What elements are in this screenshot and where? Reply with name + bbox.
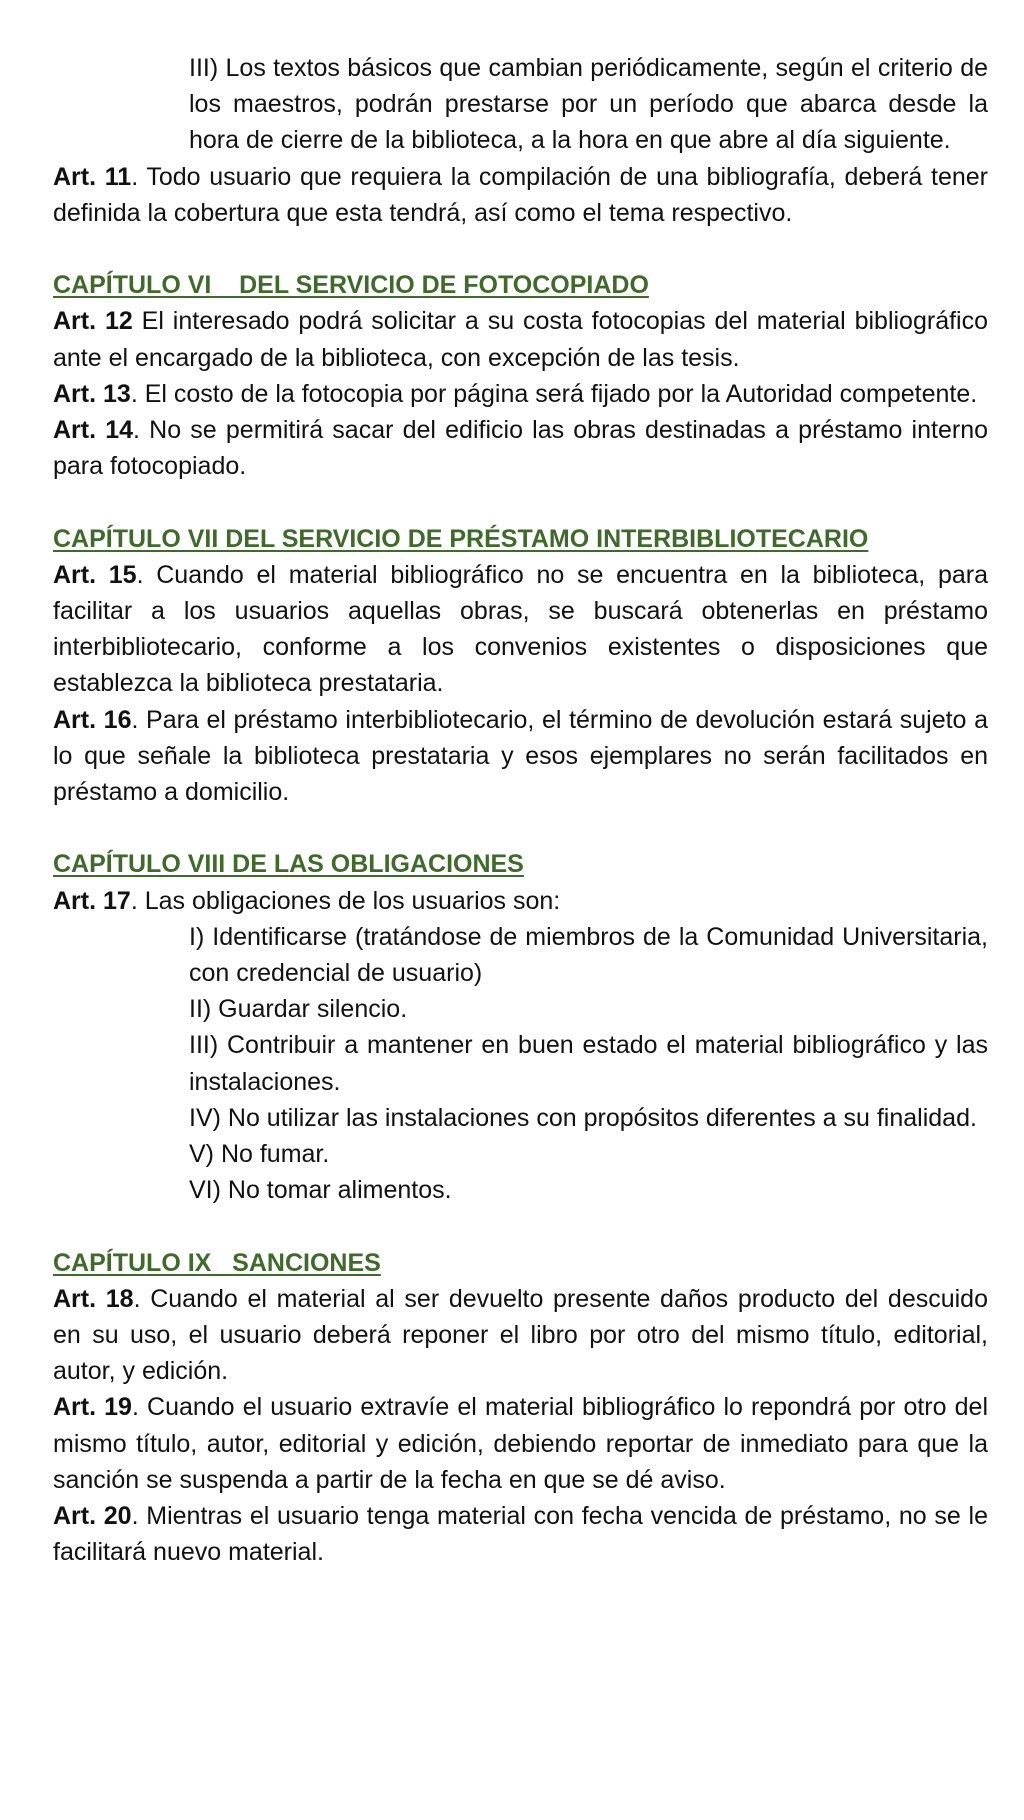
article-text: El interesado podrá solicitar a su costa fotocopias del material bibliográfico ante el encargado de la biblioteca, con excepción de las tesis. [53, 307, 988, 372]
article-label: Art. 20 [53, 1502, 132, 1531]
article-11 [53, 159, 988, 231]
article-text: . Todo usuario que requiera la compilación de una bibliografía, deberá tener definida la cobertura que esta tendrá, así como el tema respectivo. [53, 162, 988, 227]
list-item: IV) No utilizar las instalaciones con propósitos diferentes a su finalidad. [189, 1103, 977, 1132]
spacer [53, 1208, 988, 1244]
article-14 [53, 412, 988, 484]
article-label: Art. 17 [53, 886, 131, 915]
article-label: Art. 19 [53, 1393, 132, 1422]
list-item: III) Contribuir a mantener en buen estado el material bibliográfico y las instalaciones. [189, 1031, 988, 1096]
article-label: Art. 12 [53, 307, 133, 336]
chapter-heading-vii: CAPÍTULO VII DEL SERVICIO DE PRÉSTAMO INTERBIBLIOTECARIO [53, 524, 869, 553]
article-12 [53, 303, 988, 375]
article-13 [53, 376, 988, 412]
article-19 [53, 1389, 988, 1498]
chapter-heading-vi: CAPÍTULO VI DEL SERVICIO DE FOTOCOPIADO [53, 271, 649, 300]
article-label: Art. 11 [53, 162, 132, 191]
article-text: . Mientras el usuario tenga material con fecha vencida de préstamo, no se le facilitará nuevo material. [53, 1502, 988, 1567]
article-label: Art. 15 [53, 560, 137, 589]
article-label: Art. 18 [53, 1284, 134, 1313]
article-label: Art. 14 [53, 416, 134, 445]
spacer [53, 484, 988, 520]
list-item: I) Identificarse (tratándose de miembros de la Comunidad Universitaria, con credencial de usuario) [189, 922, 988, 988]
article-label: Art. 13 [53, 379, 131, 408]
chapter-heading-ix: CAPÍTULO IX SANCIONES [53, 1248, 381, 1277]
article-18 [53, 1281, 988, 1390]
chapter-heading-viii: CAPÍTULO VIII DE LAS OBLIGACIONES [53, 850, 524, 879]
article-17 [53, 883, 988, 919]
list-item: V) No fumar. [189, 1140, 330, 1169]
article-text: . Cuando el usuario extravíe el material bibliográfico lo repondrá por otro del mismo título, autor, editorial y edición, debiendo reportar de inmediato para que la sanción se suspenda a partir de la fecha en que se dé aviso. [53, 1393, 988, 1494]
article-20 [53, 1498, 988, 1570]
list-item: III) Los textos básicos que cambian periódicamente, según el criterio de los maestros, podrán prestarse por un período que abarca desde la hora de cierre de la biblioteca, a la hora en que abre al día siguiente. [189, 54, 988, 155]
article-text: . No se permitirá sacar del edificio las obras destinadas a préstamo interno para fotocopiado. [53, 416, 989, 481]
spacer [53, 231, 988, 267]
article-text: . Cuando el material bibliográfico no se encuentra en la biblioteca, para facilitar a los usuarios aquellas obras, se buscará obtenerlas en préstamo interbibliotecario, conforme a los convenios existentes o disposiciones que establezca la biblioteca prestataria. [53, 560, 988, 698]
article-text: . Las obligaciones de los usuarios son: [130, 886, 561, 915]
article-text: . El costo de la fotocopia por página será fijado por la Autoridad competente. [130, 379, 978, 408]
article-16 [53, 702, 988, 811]
list-item: VI) No tomar alimentos. [189, 1176, 452, 1205]
spacer [53, 810, 988, 846]
article-label: Art. 16 [53, 705, 132, 734]
list-item: II) Guardar silencio. [189, 995, 408, 1024]
article-text: . Cuando el material al ser devuelto presente daños producto del descuido en su uso, el usuario deberá reponer el libro por otro del mismo título, editorial, autor, y edición. [53, 1284, 988, 1386]
article-15 [53, 557, 988, 702]
article-text: . Para el préstamo interbibliotecario, el término de devolución estará sujeto a lo que señale la biblioteca prestataria y esos ejemplares no serán facilitados en préstamo a domicilio. [53, 705, 988, 807]
